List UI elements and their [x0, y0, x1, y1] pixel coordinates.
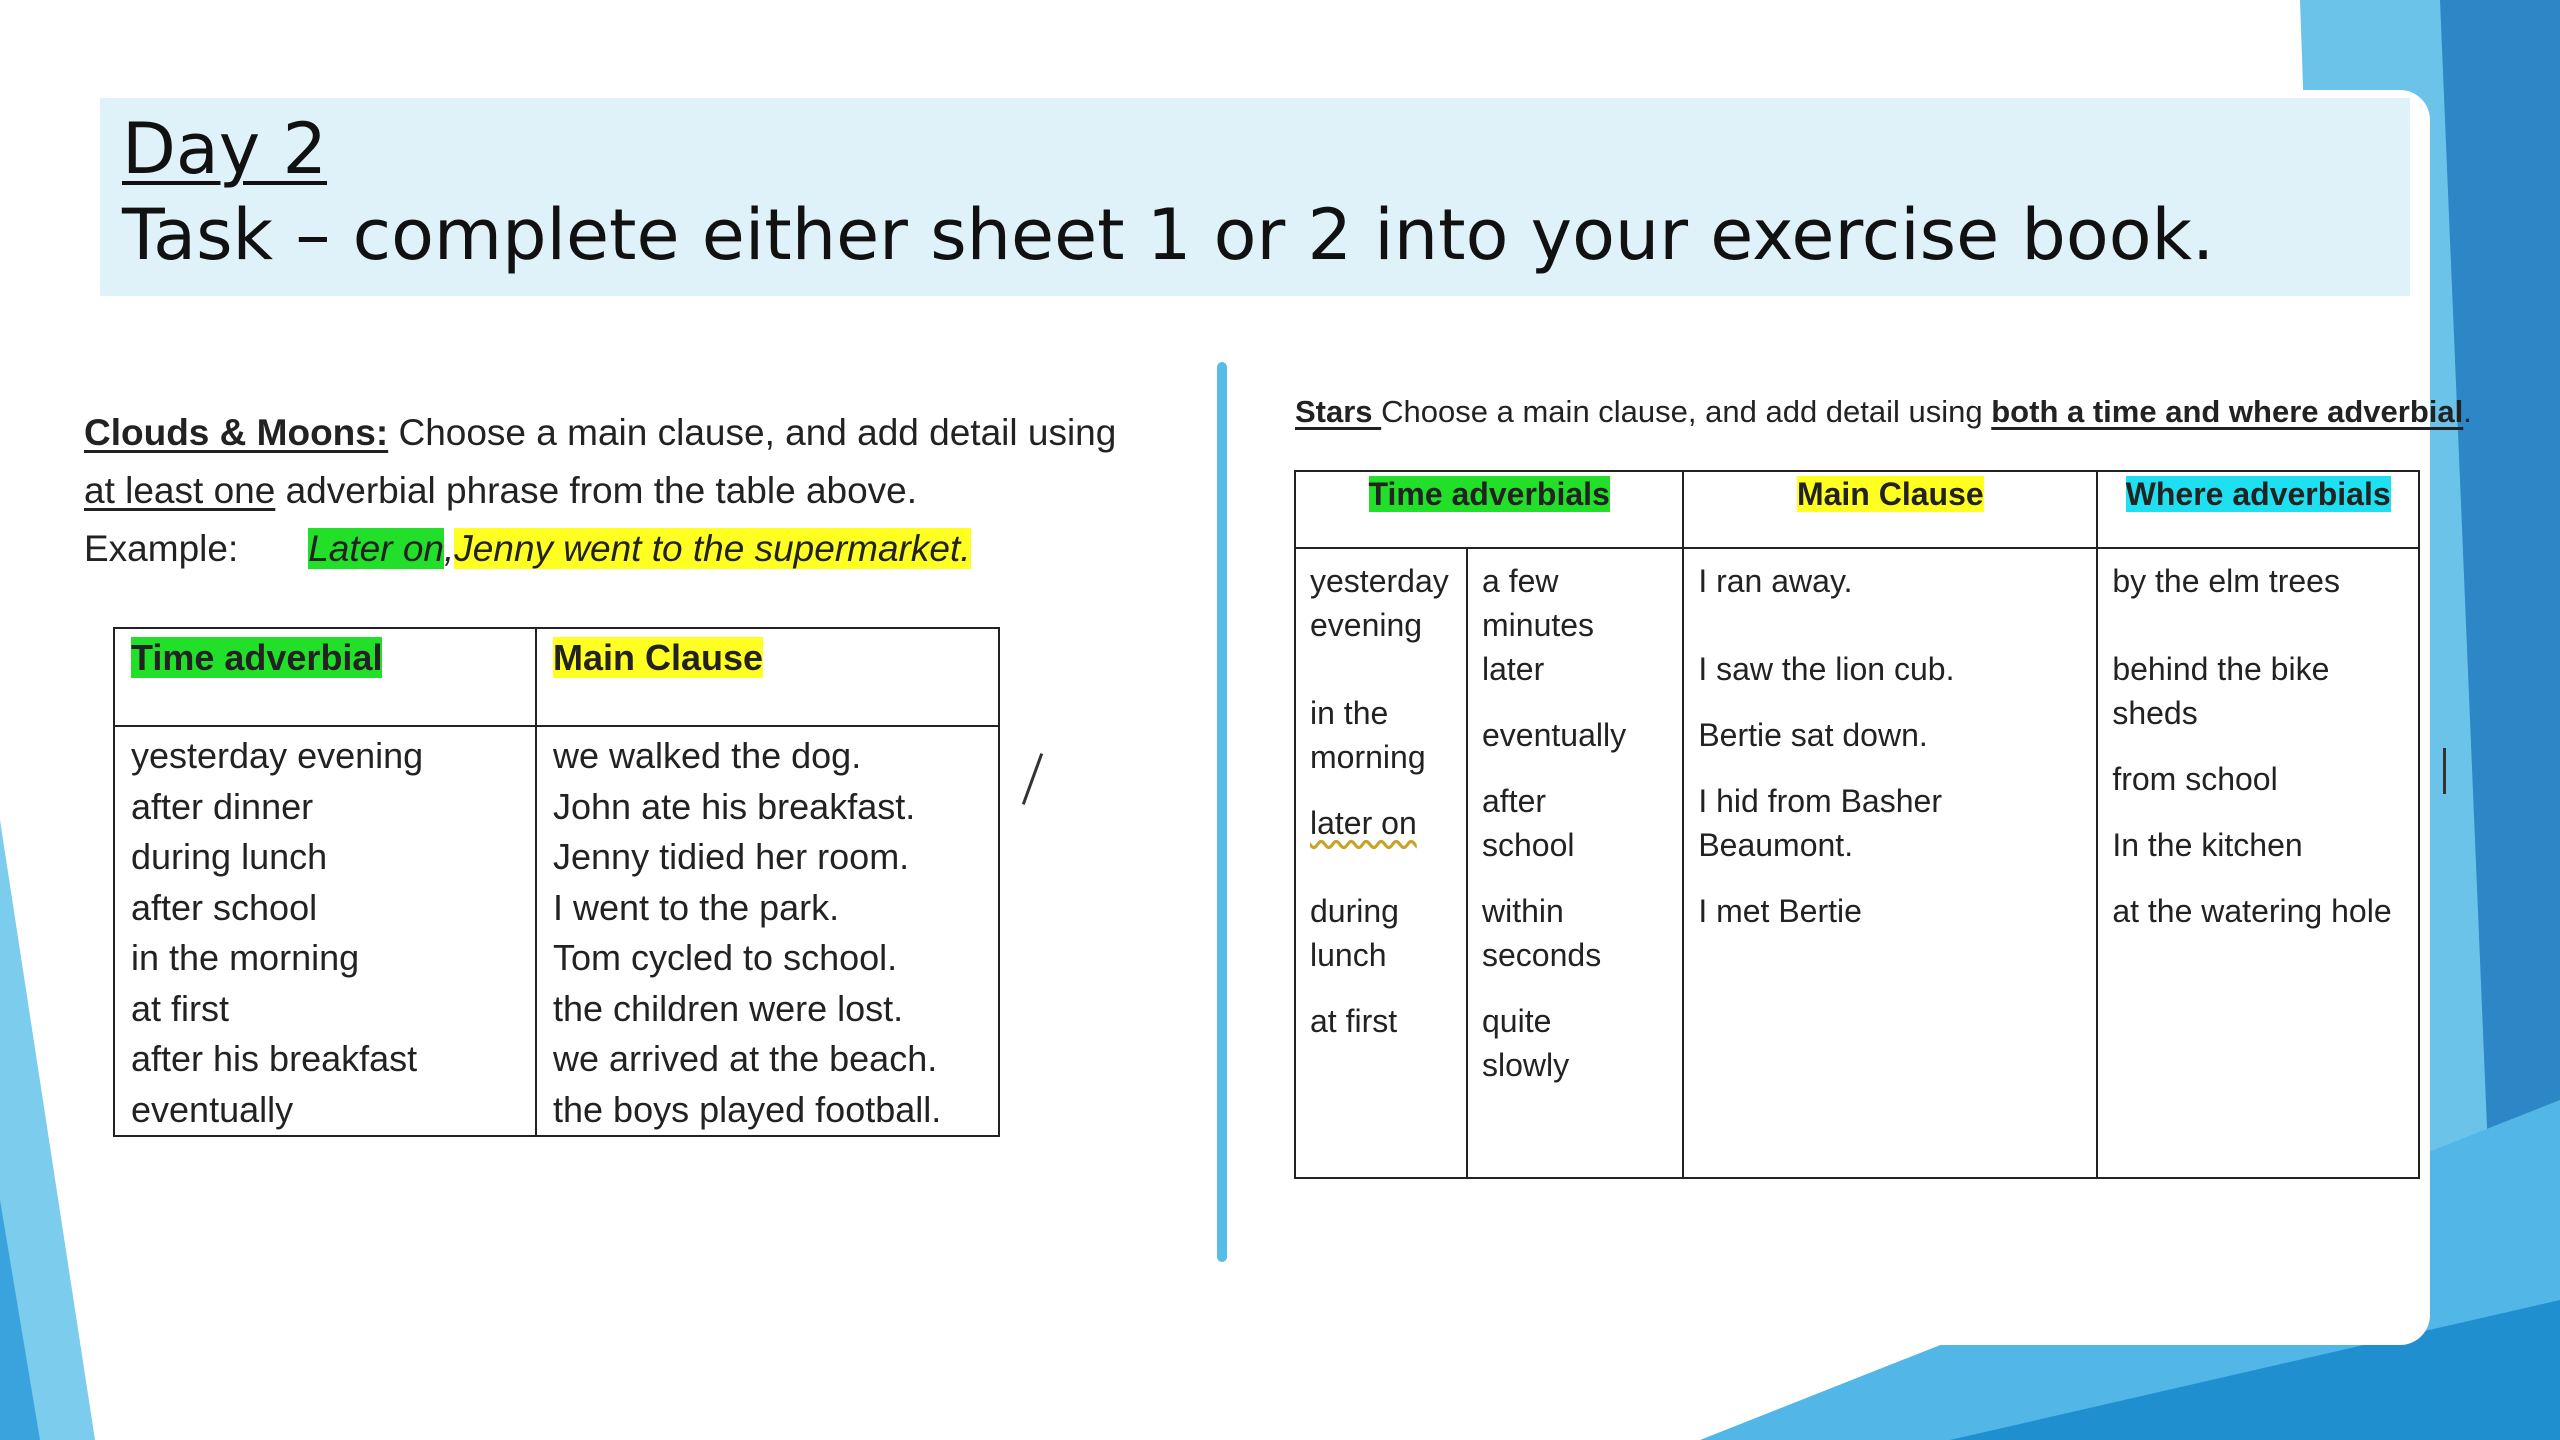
table-row — [1295, 548, 2419, 1178]
list-item: sheds — [2112, 695, 2198, 731]
instruction-part-1: Choose a main clause, and add detail using — [388, 412, 1117, 453]
list-item: eventually — [1482, 717, 1627, 753]
stars-instructions — [1295, 394, 2535, 430]
example-comma: , — [444, 528, 455, 569]
text-cursor — [2443, 748, 2446, 794]
list-item: slowly — [1482, 1047, 1570, 1083]
instruction-underlined: at least one — [84, 470, 276, 511]
section-divider — [1217, 362, 1227, 1262]
list-item: from school — [2112, 761, 2278, 797]
list-item: I hid from Basher — [1698, 783, 1942, 819]
task-title: Task – complete either sheet 1 or 2 into your exercise book. — [122, 194, 2215, 276]
list-item: In the kitchen — [2112, 827, 2303, 863]
list-item: later on — [1310, 805, 1417, 841]
table-header-row — [1295, 471, 2419, 548]
example-clause: Jenny went to the supermarket. — [454, 528, 971, 569]
list-item: after school — [131, 886, 318, 928]
header-time-adverbial: Time adverbial — [114, 628, 536, 726]
time-column-2 — [1467, 548, 1683, 1178]
list-item: I met Bertie — [1698, 893, 1862, 929]
list-item: quite — [1482, 1003, 1552, 1039]
list-item: we arrived at the beach. — [553, 1038, 938, 1079]
list-item: Beaumont. — [1698, 827, 1854, 863]
table-header-row — [114, 628, 999, 726]
where-adverbials-column — [2097, 548, 2419, 1178]
header-main-clause: Main Clause — [1683, 471, 2097, 548]
clouds-moons-heading: Clouds & Moons: — [84, 412, 389, 453]
list-item: a few — [1482, 563, 1559, 599]
main-clause-list — [536, 726, 999, 1136]
list-item: the boys played football. — [553, 1088, 942, 1130]
stars-heading: Stars — [1295, 394, 1382, 429]
list-item: eventually — [131, 1088, 294, 1130]
header-time-adverbials: Time adverbials — [1295, 471, 1683, 548]
header-where-adverbials: Where adverbials — [2097, 471, 2419, 548]
list-item: yesterday — [1310, 563, 1449, 599]
list-item: during lunch — [131, 836, 328, 877]
time-column-1 — [1295, 548, 1467, 1178]
clouds-moons-table — [113, 627, 1000, 1137]
list-item: seconds — [1482, 937, 1602, 973]
list-item: yesterday evening — [131, 735, 424, 776]
header-main-clause: Main Clause — [536, 628, 999, 726]
instruction-part-2: adverbial phrase from the table above. — [275, 470, 918, 511]
list-item: in the — [1310, 695, 1389, 731]
list-item: evening — [1310, 607, 1423, 643]
list-item: we walked the dog. — [553, 735, 862, 776]
day-title: Day 2 — [122, 108, 328, 190]
stars-table — [1294, 470, 2420, 1179]
stars-instruction-bold: both a time and where adverbial — [1991, 394, 2464, 429]
list-item: at first — [1310, 1003, 1398, 1039]
list-item: after dinner — [131, 785, 314, 827]
list-item: Tom cycled to school. — [553, 937, 898, 978]
time-adverbial-list — [114, 726, 536, 1136]
list-item: I ran away. — [1698, 563, 1853, 599]
list-item: minutes — [1482, 607, 1595, 643]
stars-instruction: Choose a main clause, and add detail using — [1381, 394, 1992, 429]
example-label: Example: — [84, 528, 239, 569]
list-item: after — [1482, 783, 1547, 819]
list-item: later — [1482, 651, 1545, 687]
stars-instruction-end: . — [2463, 394, 2472, 429]
list-item: the children were lost. — [553, 987, 904, 1029]
list-item: Bertie sat down. — [1698, 717, 1928, 753]
list-item: in the morning — [131, 937, 360, 978]
list-item: by the elm trees — [2112, 563, 2340, 599]
list-item: morning — [1310, 739, 1426, 775]
clouds-moons-instructions — [84, 404, 1204, 578]
list-item: at first — [131, 987, 230, 1029]
list-item: Jenny tidied her room. — [553, 836, 910, 877]
list-item: within — [1482, 893, 1564, 929]
list-item: I saw the lion cub. — [1698, 651, 1955, 687]
table-row — [114, 726, 999, 1136]
main-clause-column — [1683, 548, 2097, 1178]
list-item: during — [1310, 893, 1399, 929]
list-item: John ate his breakfast. — [553, 785, 916, 827]
list-item: lunch — [1310, 937, 1387, 973]
list-item: behind the bike — [2112, 651, 2330, 687]
list-item: I went to the park. — [553, 886, 840, 928]
list-item: after his breakfast — [131, 1038, 418, 1079]
list-item: at the watering hole — [2112, 893, 2392, 929]
example-adverbial: Later on — [308, 528, 445, 569]
list-item: school — [1482, 827, 1575, 863]
